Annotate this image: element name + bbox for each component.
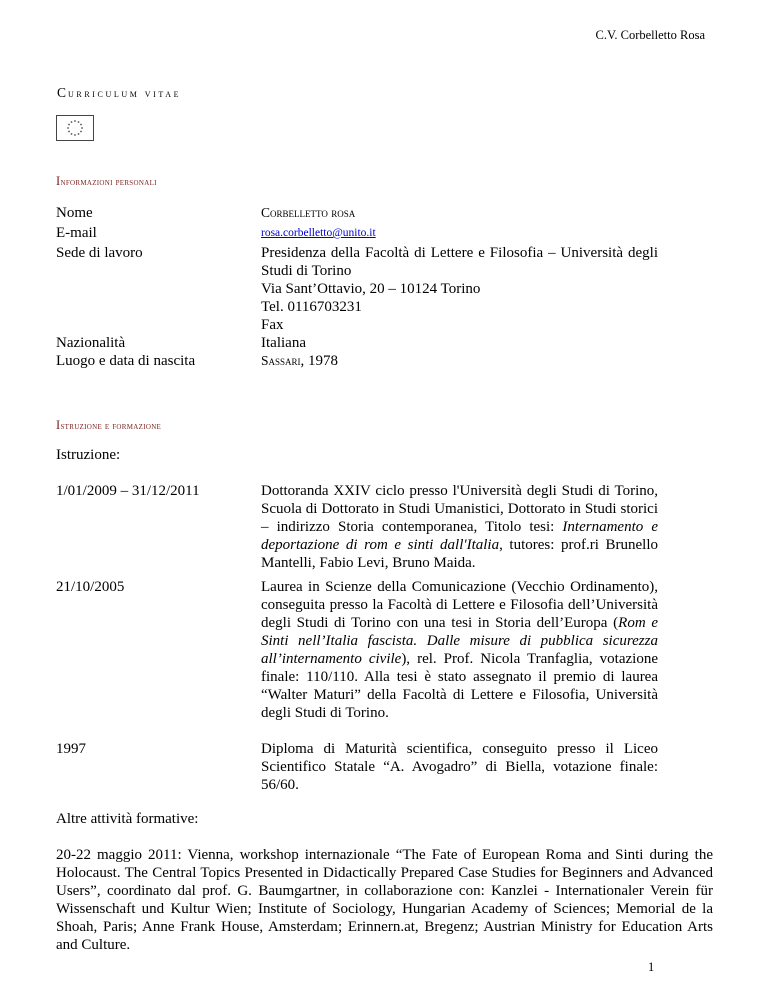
other-training-text: 20-22 maggio 2011: Vienna, workshop internazionale “The Fate of European Roma and Sinti during the Holocaust. The Central Topics Presented in Didactically Prepared Case Studies for Beginners and Advanced Users”, coordinato dal prof. G. Baumgartner, in collaborazione con: Kanzlei - Internationaler Verein für Wissenschaft und Kultur Wien; Institute of Sociology, Hungarian Academy of Sciences; Memorial de la Shoah, Paris; Anne Frank House, Amsterdam; Erinnern.at, Bregenz; Austrian Ministry for Education Arts and Culture. [56, 847, 713, 953]
email-link[interactable]: rosa.corbelletto@unito.it [261, 227, 376, 239]
label-workplace: Sede di lavoro [56, 245, 143, 261]
value-birth [261, 352, 338, 370]
page-number: 1 [648, 960, 655, 974]
entry-date: 1997 [56, 741, 86, 757]
entry-description: Laurea in Scienze della Comunicazione (Vecchio Ordinamento), conseguita presso la Facoltà di Lettere e Filosofia dell’Università degli Studi di Torino con una tesi in Storia dell’Europa (Rom e Sinti nell’Italia fascista. Dalle misure di pubblica sicurezza all’internamento civile), rel. Prof. Nicola Tranfaglia, votazione finale: 110/110. Alla tesi è stato assegnato il premio di laurea “Walter Maturi” della Facoltà di Lettere e Filosofia, Università degli Studi di Torino. [261, 579, 658, 721]
entry-date: 1/01/2009 – 31/12/2011 [56, 483, 200, 499]
workplace-line: Presidenza della Facoltà di Lettere e Filosofia – Università degli Studi di Torino [261, 245, 658, 279]
workplace-line: Tel. 0116703231 [261, 299, 362, 315]
value-name: Corbelletto rosa [261, 205, 356, 220]
cv-title-rest: urriculum vitae [68, 88, 182, 100]
workplace-line: Fax [261, 317, 284, 333]
label-name: Nome [56, 205, 93, 221]
section-personal-info: Informazioni personali [56, 174, 157, 188]
workplace-line: Via Sant’Ottavio, 20 – 10124 Torino [261, 281, 481, 297]
entry-date: 21/10/2005 [56, 579, 125, 595]
entry-description: Dottoranda XXIV ciclo presso l'Università degli Studi di Torino, Scuola di Dottorato in Studi Umanistici, Dottorato in Studi storici – indirizzo Storia contemporanea, Titolo tesi: Internamento e deportazione di rom e sinti dall'Italia, tutores: prof.ri Brunello Mantelli, Fabio Levi, Bruno Maida. [261, 483, 658, 571]
cv-title [57, 85, 181, 101]
cv-title-initial: C [57, 85, 69, 100]
label-email: E-mail [56, 225, 97, 241]
other-training-head: Altre attività formative: [56, 811, 199, 827]
eu-flag-icon [56, 115, 94, 141]
entry-description: Diploma di Maturità scientifica, conseguito presso il Liceo Scientifico Statale “A. Avogadro” di Biella, votazione finale: 56/60. [261, 741, 658, 793]
label-nationality: Nazionalità [56, 335, 126, 351]
value-nationality: Italiana [261, 335, 306, 351]
running-header: C.V. Corbelletto Rosa [595, 28, 705, 42]
label-birth: Luogo e data di nascita [56, 353, 196, 369]
birth-place: Sassari [261, 353, 301, 368]
birth-year: , 1978 [300, 353, 339, 369]
section-education: Istruzione e formazione [56, 418, 162, 432]
value-workplace [261, 244, 658, 334]
education-subhead: Istruzione: [56, 447, 121, 463]
